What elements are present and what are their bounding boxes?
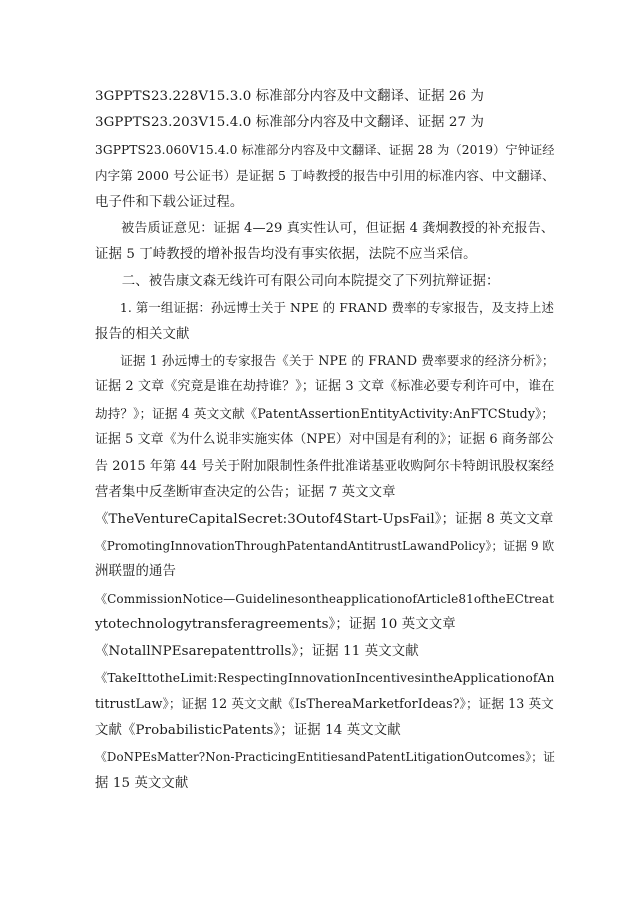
- text-line: 据 15 英文文献: [95, 775, 189, 791]
- text-line: 《TakeIttotheLimit:RespectingInnovationIncentivesintheApplicationofAn: [95, 670, 555, 685]
- text-line: 证据 5 文章《为什么说非实施实体（NPE）对中国是有利的》；证据 6 商务部公: [95, 432, 554, 448]
- text-line: 劫持？》；证据 4 英文文献《PatentAssertionEntityActivity:AnFTCStudy》；: [95, 405, 555, 421]
- text-line: ytotechnologytransferagreements》；证据 10 英文文章: [95, 617, 456, 633]
- paragraph-first-group: [95, 295, 555, 348]
- paragraph-section-heading: [95, 269, 555, 295]
- paragraph-evidence-continuation: [95, 84, 555, 216]
- text-line: 《DoNPEsMatter?Non-PracticingEntitiesandPatentLitigationOutcomes》；证: [95, 750, 555, 765]
- text-line: 营者集中反垄断审查决定的公告；证据 7 英文文章: [95, 485, 396, 501]
- paragraph-defendant-opinion: [95, 216, 555, 269]
- text-line: 证据 5 丁峙教授的增补报告均没有事实依据，法院不应当采信。: [95, 247, 477, 263]
- text-line: 《CommissionNotice—GuidelinesontheapplicationofArticle81oftheECtreat: [95, 591, 555, 606]
- text-line: 《TheVentureCapitalSecret:3Outof4Start-UpsFail》；证据 8 英文文章: [95, 511, 554, 527]
- text-line: titrustLaw》；证据 12 英文文献《IsThereaMarketforIdeas?》；证据 13 英文: [95, 696, 554, 712]
- text-line: 告 2015 年第 44 号关于附加限制性条件批准诺基亚收购阿尔卡特朗讯股权案经: [95, 458, 555, 474]
- text-line: 3GPPTS23.228V15.3.0 标准部分内容及中文翻译、证据 26 为: [95, 89, 485, 104]
- document-body: [95, 84, 555, 797]
- text-line: 3GPPTS23.060V15.4.0 标准部分内容及中文翻译、证据 28 为（2019）宁钟证经: [95, 142, 555, 157]
- text-line: 《NotallNPEsarepatenttrolls》；证据 11 英文文献: [95, 643, 419, 659]
- text-line: 1. 第一组证据：孙远博士关于 NPE 的 FRAND 费率的专家报告，及支持上述: [119, 300, 555, 316]
- text-line: 证据 2 文章《究竟是谁在劫持谁？》；证据 3 文章《标准必要专利许可中，谁在: [95, 379, 555, 395]
- text-line: 洲联盟的通告: [95, 564, 176, 580]
- text-line: 被告质证意见：证据 4—29 真实性认可，但证据 4 龚炯教授的补充报告、: [121, 221, 555, 237]
- paragraph-evidence-list: [95, 348, 555, 797]
- text-line: 内字第 2000 号公证书）是证据 5 丁峙教授的报告中引用的标准内容、中文翻译、: [95, 168, 555, 184]
- text-line: 二、被告康文森无线许可有限公司向本院提交了下列抗辩证据：: [121, 273, 500, 289]
- text-line: 《PromotingInnovationThroughPatentandAntitrustLawandPolicy》；证据 9 欧: [95, 538, 555, 553]
- text-line: 报告的相关文献: [95, 326, 190, 342]
- text-line: 文献《ProbabilisticPatents》；证据 14 英文文献: [95, 722, 401, 738]
- text-line: 3GPPTS23.203V15.4.0 标准部分内容及中文翻译、证据 27 为: [95, 115, 485, 131]
- text-line: 证据 1 孙远博士的专家报告《关于 NPE 的 FRAND 费率要求的经济分析》；: [120, 353, 555, 369]
- text-line: 电子件和下载公证过程。: [95, 194, 244, 210]
